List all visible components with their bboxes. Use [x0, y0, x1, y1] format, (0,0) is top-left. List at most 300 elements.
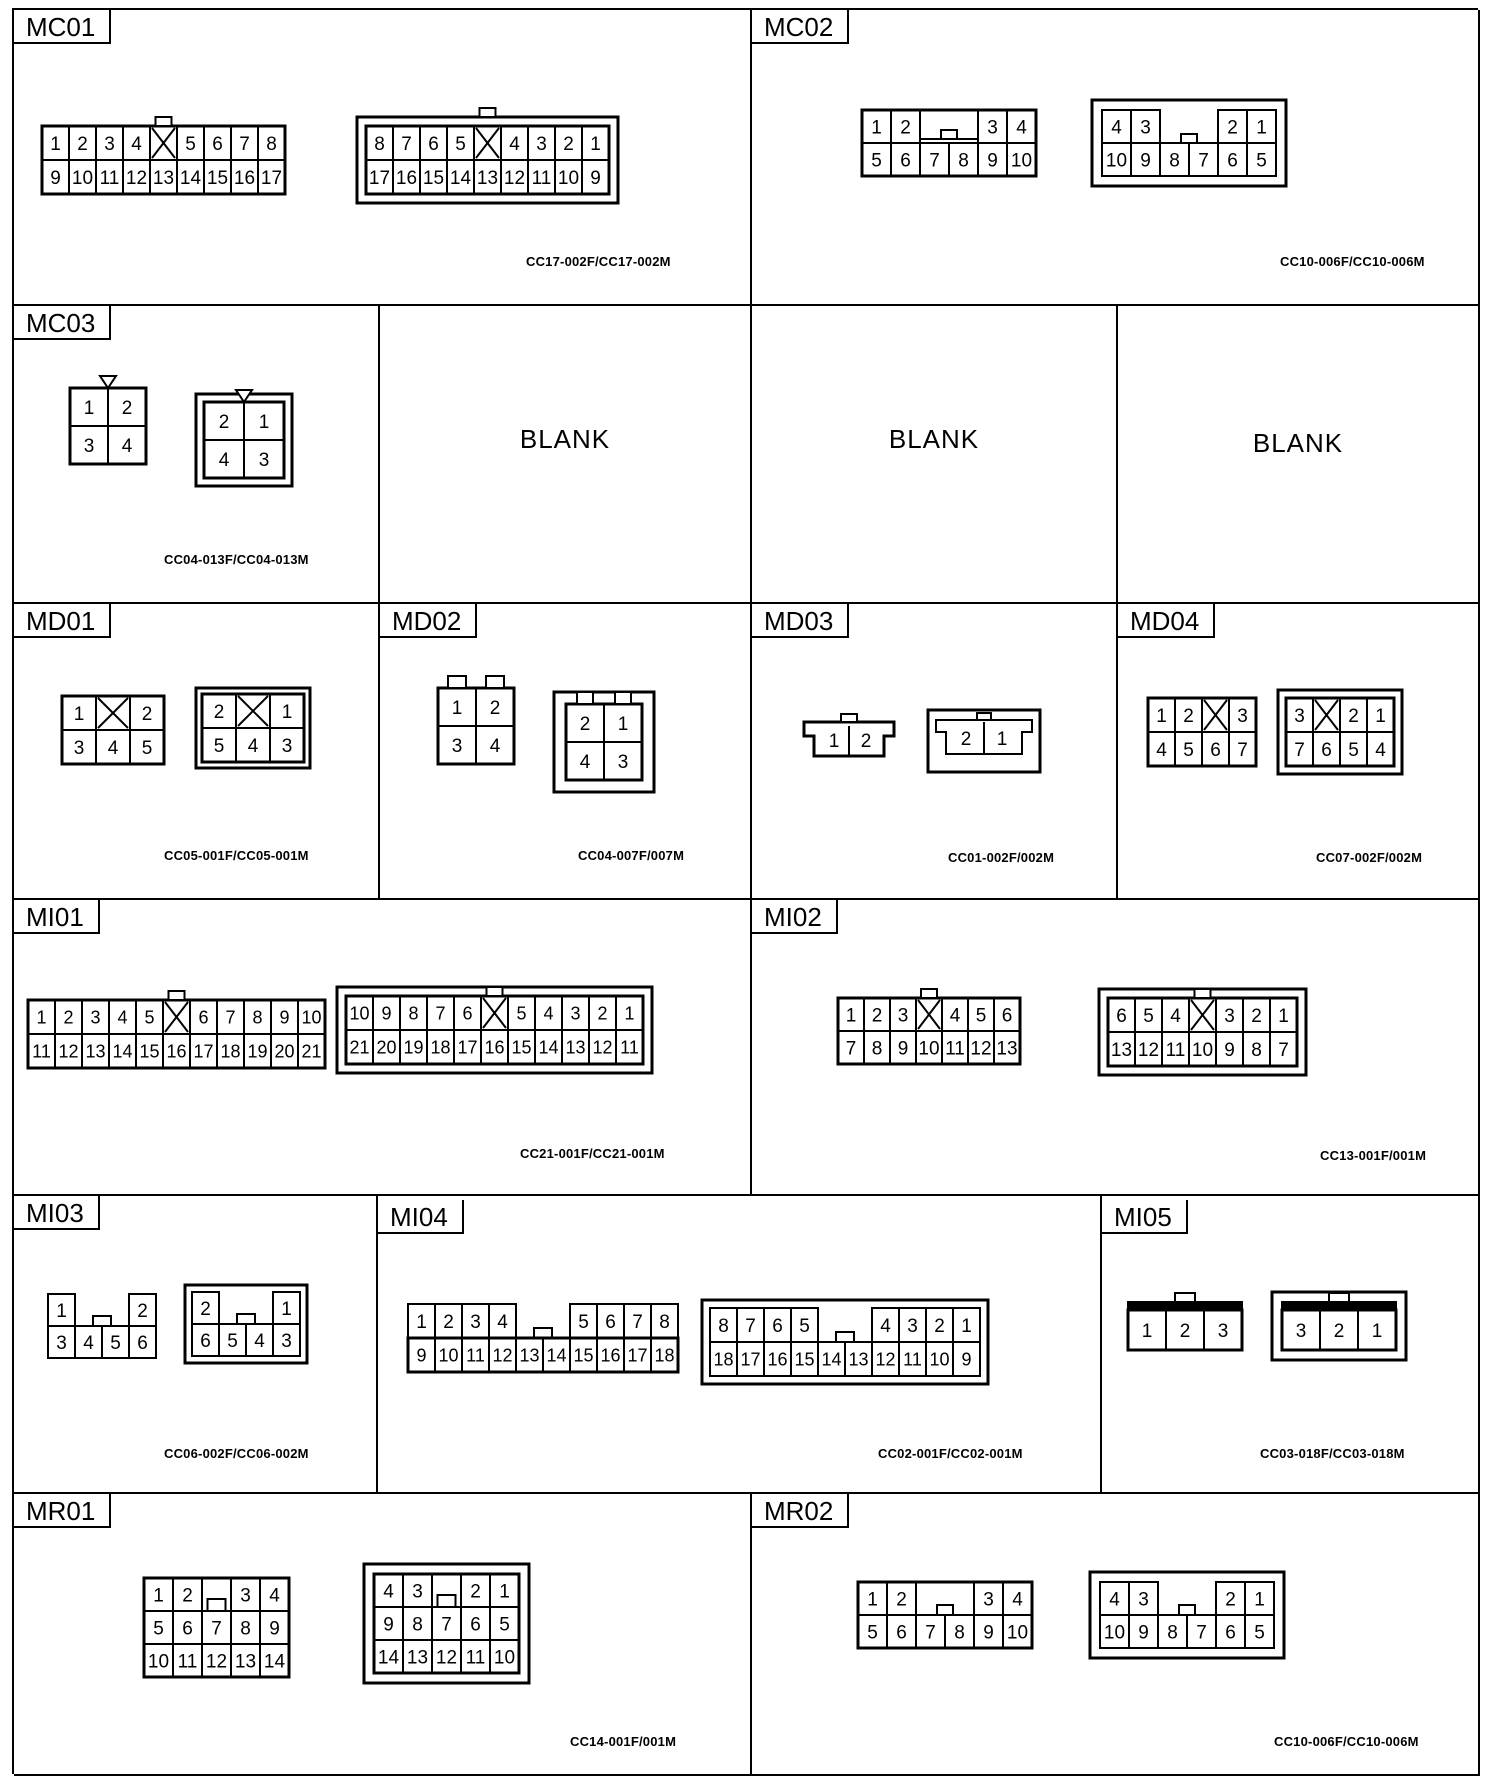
pin-number: 2 — [1227, 117, 1238, 139]
pin-number: 19 — [403, 1037, 424, 1058]
pin-number: 5 — [455, 133, 466, 155]
pin-number: 13 — [234, 1651, 257, 1673]
pin-number: 8 — [408, 1003, 419, 1024]
pin-number: 4 — [254, 1330, 265, 1352]
pin-number: 15 — [794, 1349, 815, 1370]
pin-number: 2 — [141, 703, 153, 725]
pin-number: 3 — [73, 737, 85, 759]
pin-number: 18 — [430, 1037, 451, 1058]
pin-number: 1 — [845, 1005, 857, 1027]
pin-number: 3 — [104, 133, 115, 155]
pin-number: 8 — [240, 1618, 251, 1640]
pin-number: 2 — [934, 1316, 945, 1337]
pin-number: 2 — [443, 1312, 454, 1333]
pin-number: 14 — [179, 167, 202, 189]
pin-number: 3 — [258, 449, 270, 471]
pin-number: 13 — [1110, 1039, 1133, 1061]
pin-number: 6 — [1116, 1005, 1127, 1027]
pin-number: 11 — [99, 167, 120, 189]
pin-number: 1 — [36, 1007, 47, 1028]
cell-label: MR01 — [14, 1494, 111, 1528]
pin-number: 5 — [578, 1312, 589, 1333]
pin-number: 1 — [499, 1581, 510, 1603]
pin-number: 5 — [141, 737, 153, 759]
cell-mr02 — [752, 1494, 1480, 1776]
pin-number: 13 — [152, 167, 175, 189]
cell-label: MC02 — [752, 10, 849, 44]
pin-number: 3 — [897, 1005, 909, 1027]
locking-latch — [156, 117, 172, 126]
pin-number: 4 — [247, 735, 259, 757]
pin-number: 2 — [900, 117, 911, 139]
pin-number: 13 — [519, 1345, 540, 1366]
pin-number: 10 — [1191, 1039, 1214, 1061]
cell-mi03 — [14, 1196, 378, 1494]
pin-number: 14 — [112, 1041, 133, 1062]
pin-number: 1 — [996, 729, 1008, 750]
pin-number: 20 — [376, 1037, 397, 1058]
pin-number: 5 — [213, 735, 225, 757]
pin-number: 4 — [509, 133, 520, 155]
pin-number: 10 — [918, 1038, 940, 1060]
pin-number: 4 — [1012, 1589, 1023, 1611]
pin-number: 5 — [1183, 739, 1194, 761]
locking-latch — [615, 692, 631, 704]
pin-number: 6 — [1225, 1622, 1236, 1644]
pin-number: 18 — [713, 1349, 734, 1370]
pin-number: 4 — [1170, 1005, 1181, 1027]
pin-number: 7 — [225, 1007, 236, 1028]
pin-number: 10 — [1010, 150, 1033, 172]
pin-number: 2 — [1179, 1320, 1191, 1342]
pin-number: 15 — [139, 1041, 160, 1062]
pin-number: 1 — [1156, 705, 1167, 727]
pin-number: 12 — [435, 1647, 458, 1669]
pin-number: 2 — [1348, 705, 1359, 727]
pin-number: 3 — [1295, 1320, 1307, 1342]
pin-number: 6 — [1001, 1005, 1013, 1027]
part-code: CC06-002F/CC06-002M — [164, 1446, 309, 1461]
pin-number: 13 — [406, 1647, 429, 1669]
pin-number: 9 — [50, 167, 61, 189]
pin-number: 1 — [617, 713, 629, 735]
pin-number: 10 — [71, 167, 94, 189]
cell-label: MD02 — [380, 604, 477, 638]
pin-number: 4 — [1156, 739, 1167, 761]
pin-number: 18 — [220, 1041, 241, 1062]
pin-number: 3 — [570, 1003, 581, 1024]
pin-number: 21 — [301, 1041, 322, 1062]
pin-number: 2 — [860, 731, 872, 752]
locking-latch — [841, 714, 857, 722]
cell-label: MR02 — [752, 1494, 849, 1528]
pin-number: 2 — [871, 1005, 883, 1027]
pin-number: 4 — [579, 751, 591, 773]
pin-number: 2 — [896, 1589, 907, 1611]
pin-number: 1 — [1254, 1589, 1265, 1611]
pin-number: 5 — [1256, 150, 1267, 172]
pin-number: 17 — [368, 167, 391, 189]
cell-mi04 — [378, 1196, 1102, 1494]
pin-number: 5 — [227, 1330, 238, 1352]
cell-mi01 — [14, 900, 752, 1196]
pin-number: 9 — [983, 1622, 994, 1644]
pin-number: 9 — [987, 150, 998, 172]
pin-number: 1 — [1141, 1320, 1153, 1342]
part-code: CC14-001F/001M — [570, 1734, 677, 1749]
pin-number: 4 — [383, 1581, 394, 1603]
pin-number: 4 — [107, 737, 119, 759]
pin-number: 7 — [632, 1312, 643, 1333]
pin-number: 13 — [476, 167, 499, 189]
locking-latch — [1329, 1293, 1349, 1302]
part-code: CC03-018F/CC03-018M — [1260, 1446, 1405, 1461]
part-code: CC01-002F/002M — [948, 850, 1055, 865]
pin-number: 2 — [563, 133, 574, 155]
pin-number: 4 — [497, 1312, 508, 1333]
pin-number: 15 — [422, 167, 445, 189]
pin-number: 6 — [1210, 739, 1221, 761]
pin-number: 1 — [624, 1003, 635, 1024]
pin-number: 12 — [125, 167, 148, 189]
pin-number: 19 — [247, 1041, 268, 1062]
pin-number: 9 — [279, 1007, 290, 1028]
pin-number: 6 — [470, 1614, 481, 1636]
cell-label: MD03 — [752, 604, 849, 638]
pin-number: 6 — [772, 1316, 783, 1337]
cell-label: MI02 — [752, 900, 838, 934]
locking-latch — [577, 692, 593, 704]
pin-number: 14 — [263, 1651, 286, 1673]
pin-number: 1 — [1375, 705, 1386, 727]
pin-number: 10 — [493, 1647, 516, 1669]
pin-number: 1 — [590, 133, 601, 155]
pin-number: 3 — [56, 1332, 67, 1354]
pin-number: 16 — [166, 1041, 187, 1062]
locking-latch — [977, 713, 991, 720]
cell-label: MI01 — [14, 900, 100, 934]
pin-number: 4 — [121, 435, 133, 457]
pin-number: 3 — [412, 1581, 423, 1603]
connector-diagram — [1118, 604, 1480, 900]
pin-number: 2 — [470, 1581, 481, 1603]
pin-number: 11 — [945, 1038, 965, 1060]
part-code: CC21-001F/CC21-001M — [520, 1146, 665, 1161]
blank-label: BLANK — [888, 424, 980, 454]
locking-latch — [448, 676, 466, 688]
part-code: CC10-006F/CC10-006M — [1280, 254, 1425, 269]
cell-mi05 — [1102, 1196, 1480, 1494]
pin-number: 5 — [499, 1614, 510, 1636]
pin-number: 1 — [153, 1585, 164, 1607]
part-code: CC07-002F/002M — [1316, 850, 1423, 865]
pin-number: 1 — [871, 117, 882, 139]
connector-diagram — [380, 604, 752, 900]
pin-number: 7 — [401, 133, 412, 155]
pin-number: 11 — [32, 1041, 51, 1062]
pin-number: 9 — [1224, 1039, 1235, 1061]
pin-number: 17 — [457, 1037, 478, 1058]
pin-number: 9 — [381, 1003, 392, 1024]
pin-number: 3 — [1138, 1589, 1149, 1611]
pin-number: 11 — [903, 1349, 922, 1370]
pin-number: 13 — [565, 1037, 586, 1058]
pin-number: 1 — [416, 1312, 427, 1333]
pin-number: 2 — [218, 411, 230, 433]
pin-number: 5 — [799, 1316, 810, 1337]
pin-number: 6 — [462, 1003, 473, 1024]
pin-number: 2 — [1183, 705, 1194, 727]
pin-number: 7 — [1294, 739, 1305, 761]
pin-number: 7 — [239, 133, 250, 155]
pin-number: 3 — [987, 117, 998, 139]
pin-number: 3 — [536, 133, 547, 155]
pin-number: 4 — [83, 1332, 94, 1354]
pin-number: 6 — [137, 1332, 148, 1354]
cell-label: MC03 — [14, 306, 111, 340]
pin-number: 1 — [281, 1299, 292, 1320]
cell-label: MD01 — [14, 604, 111, 638]
pin-number: 11 — [466, 1345, 485, 1366]
cell-mc03 — [14, 306, 380, 604]
locking-latch — [169, 991, 185, 1000]
pin-number: 4 — [489, 735, 501, 757]
pin-number: 7 — [211, 1618, 222, 1640]
pin-number: 7 — [1237, 739, 1248, 761]
pin-number: 3 — [281, 735, 293, 757]
cell-mc01 — [14, 10, 752, 306]
pin-number: 7 — [1198, 150, 1209, 172]
locking-latch — [1179, 1605, 1195, 1615]
pin-number: 5 — [1254, 1622, 1265, 1644]
pin-number: 10 — [438, 1345, 459, 1366]
pin-number: 3 — [983, 1589, 994, 1611]
pin-number: 4 — [1111, 117, 1122, 139]
pin-number: 7 — [1278, 1039, 1289, 1061]
pin-number: 9 — [897, 1038, 909, 1060]
pin-number: 3 — [1237, 705, 1248, 727]
pin-number: 14 — [449, 167, 472, 189]
cell-mr01 — [14, 1494, 752, 1776]
blank-label: BLANK — [519, 424, 611, 454]
locking-latch — [93, 1316, 111, 1326]
pin-number: 6 — [896, 1622, 907, 1644]
pin-number: 1 — [828, 731, 840, 752]
pin-number: 4 — [880, 1316, 891, 1337]
pin-number: 3 — [83, 435, 95, 457]
pin-number: 17 — [260, 167, 283, 189]
pin-number: 12 — [592, 1037, 613, 1058]
pin-number: 11 — [620, 1037, 639, 1058]
locking-latch — [836, 1332, 854, 1342]
locking-latch — [921, 989, 937, 998]
pin-number: 1 — [50, 133, 61, 155]
pin-number: 3 — [90, 1007, 101, 1028]
pin-number: 6 — [428, 133, 439, 155]
pin-number: 2 — [77, 133, 88, 155]
pin-number: 13 — [996, 1038, 1018, 1060]
connector-diagram — [752, 604, 1118, 900]
pin-number: 17 — [627, 1345, 648, 1366]
pin-number: 1 — [1256, 117, 1267, 139]
cell-md04 — [1118, 604, 1480, 900]
pin-number: 17 — [740, 1349, 761, 1370]
locking-latch — [1195, 989, 1211, 998]
pin-number: 7 — [929, 150, 940, 172]
pin-number: 6 — [198, 1007, 209, 1028]
pin-number: 2 — [579, 713, 591, 735]
pin-number: 1 — [1371, 1320, 1383, 1342]
locking-latch — [941, 130, 957, 139]
pin-number: 16 — [767, 1349, 788, 1370]
pin-number: 7 — [745, 1316, 756, 1337]
pin-number: 6 — [605, 1312, 616, 1333]
cell-label: MD04 — [1118, 604, 1215, 638]
pin-number: 1 — [451, 697, 463, 719]
pin-number: 3 — [1217, 1320, 1229, 1342]
pin-number: 3 — [240, 1585, 251, 1607]
pin-number: 14 — [377, 1647, 400, 1669]
connector-chart — [12, 8, 1478, 1774]
pin-number: 2 — [213, 701, 225, 723]
polarity-mark — [100, 376, 116, 388]
pin-number: 6 — [200, 1330, 211, 1352]
part-code: CC04-007F/007M — [578, 848, 685, 863]
pin-number: 9 — [961, 1349, 972, 1370]
pin-number: 2 — [182, 1585, 193, 1607]
pin-number: 1 — [73, 703, 85, 725]
part-code: CC17-002F/CC17-002M — [526, 254, 671, 269]
pin-number: 15 — [511, 1037, 532, 1058]
pin-number: 11 — [465, 1647, 486, 1669]
locking-latch — [1175, 1293, 1195, 1302]
locking-latch — [487, 987, 503, 996]
pin-number: 9 — [1138, 1622, 1149, 1644]
pin-number: 9 — [269, 1618, 280, 1640]
pin-number: 4 — [1375, 739, 1386, 761]
pin-number: 11 — [1165, 1039, 1186, 1061]
part-code: CC13-001F/001M — [1320, 1148, 1427, 1163]
cell-label: MI03 — [14, 1196, 100, 1230]
pin-number: 14 — [821, 1349, 842, 1370]
pin-number: 2 — [63, 1007, 74, 1028]
pin-number: 2 — [200, 1299, 211, 1320]
pin-number: 8 — [871, 1038, 883, 1060]
cell-blank — [752, 306, 1118, 604]
pin-number: 12 — [875, 1349, 896, 1370]
pin-number: 7 — [1196, 1622, 1207, 1644]
pin-number: 10 — [1103, 1622, 1126, 1644]
pin-number: 10 — [349, 1003, 370, 1024]
pin-number: 4 — [1109, 1589, 1120, 1611]
pin-number: 10 — [929, 1349, 950, 1370]
locking-latch — [208, 1599, 226, 1611]
pin-number: 4 — [218, 449, 230, 471]
pin-number: 3 — [1224, 1005, 1235, 1027]
pin-number: 2 — [489, 697, 501, 719]
pin-number: 2 — [1225, 1589, 1236, 1611]
pin-number: 1 — [867, 1589, 878, 1611]
pin-number: 12 — [970, 1038, 992, 1060]
cell-label: MI05 — [1102, 1200, 1188, 1234]
pin-number: 8 — [1167, 1622, 1178, 1644]
pin-number: 12 — [1137, 1039, 1160, 1061]
pin-number: 2 — [960, 729, 972, 750]
pin-number: 4 — [1016, 117, 1027, 139]
pin-number: 5 — [516, 1003, 527, 1024]
cell-mi02 — [752, 900, 1480, 1196]
pin-number: 10 — [557, 167, 580, 189]
pin-number: 4 — [949, 1005, 961, 1027]
pin-number: 5 — [110, 1332, 121, 1354]
pin-number: 5 — [867, 1622, 878, 1644]
locking-latch — [438, 1595, 456, 1607]
pin-number: 2 — [1333, 1320, 1345, 1342]
cell-md02 — [380, 604, 752, 900]
pin-number: 3 — [1140, 117, 1151, 139]
pin-number: 10 — [147, 1651, 170, 1673]
pin-number: 16 — [600, 1345, 621, 1366]
cell-label: MC01 — [14, 10, 111, 44]
pin-number: 4 — [269, 1585, 280, 1607]
locking-latch — [1181, 134, 1197, 143]
pin-number: 6 — [1227, 150, 1238, 172]
pin-number: 8 — [954, 1622, 965, 1644]
pin-number: 2 — [597, 1003, 608, 1024]
pin-number: 4 — [543, 1003, 554, 1024]
pin-number: 12 — [503, 167, 526, 189]
cell-mc02 — [752, 10, 1480, 306]
polarity-mark — [236, 390, 252, 402]
pin-number: 1 — [1278, 1005, 1289, 1027]
pin-number: 4 — [117, 1007, 128, 1028]
pin-number: 8 — [252, 1007, 263, 1028]
pin-number: 10 — [1006, 1622, 1029, 1644]
pin-number: 2 — [137, 1301, 148, 1322]
pin-number: 5 — [871, 150, 882, 172]
pin-number: 1 — [961, 1316, 972, 1337]
pin-number: 15 — [206, 167, 229, 189]
part-code: CC02-001F/CC02-001M — [878, 1446, 1023, 1461]
pin-number: 5 — [975, 1005, 987, 1027]
pin-number: 16 — [484, 1037, 505, 1058]
pin-number: 9 — [1140, 150, 1151, 172]
pin-number: 11 — [177, 1651, 198, 1673]
pin-number: 20 — [274, 1041, 295, 1062]
pin-number: 12 — [58, 1041, 79, 1062]
pin-number: 6 — [1321, 739, 1332, 761]
pin-number: 3 — [617, 751, 629, 773]
pin-number: 6 — [182, 1618, 193, 1640]
locking-latch — [937, 1605, 953, 1615]
pin-number: 10 — [301, 1007, 322, 1028]
pin-number: 4 — [131, 133, 142, 155]
part-code: CC10-006F/CC10-006M — [1274, 1734, 1419, 1749]
pin-number: 17 — [193, 1041, 214, 1062]
pin-number: 5 — [1348, 739, 1359, 761]
pin-number: 7 — [845, 1038, 857, 1060]
cell-label: MI04 — [378, 1200, 464, 1234]
pin-number: 3 — [470, 1312, 481, 1333]
cell-md01 — [14, 604, 380, 900]
pin-number: 1 — [258, 411, 270, 433]
pin-number: 8 — [958, 150, 969, 172]
pin-number: 8 — [1169, 150, 1180, 172]
locking-latch — [486, 676, 504, 688]
cell-blank — [380, 306, 752, 604]
pin-number: 5 — [144, 1007, 155, 1028]
pin-number: 3 — [451, 735, 463, 757]
